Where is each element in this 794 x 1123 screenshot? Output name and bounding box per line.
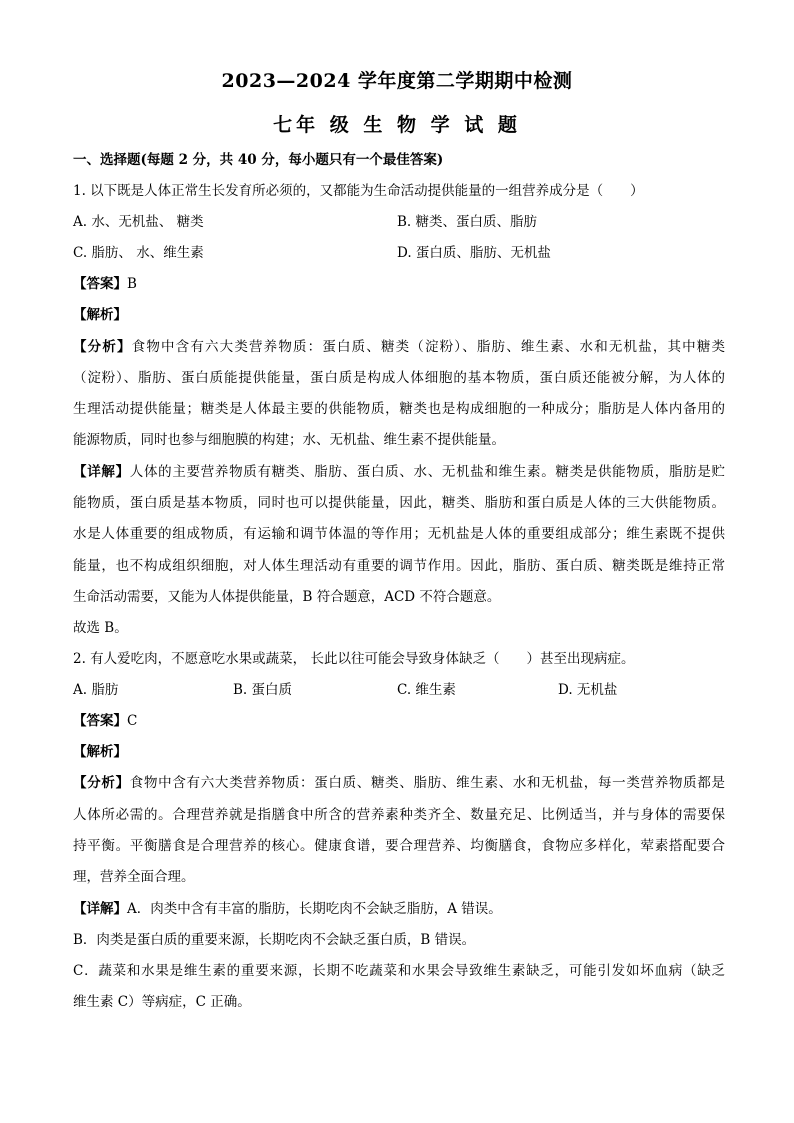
q1-answer-label: 【答案】: [73, 276, 127, 292]
q1-xiangjie-line-3: 水是人体重要的组成物质，有运输和调节体温的等作用；无机盐是人体的重要组成部分；维生素既不提供: [73, 526, 725, 542]
q1-option-b: B. 糖类、蛋白质、脂肪: [397, 214, 538, 230]
q1-conclusion: 故选 B。: [73, 620, 128, 636]
q2-answer: [73, 711, 725, 731]
q2-fenxi-label: 【分析】: [73, 775, 130, 791]
q1-option-c: C. 脂肪、 水、维生素: [73, 245, 204, 261]
q2-xiangjie-line-1: 【详解】A．肉类中含有丰富的脂肪，长期吃肉不会缺乏脂肪，A 错误。: [73, 901, 502, 917]
q2-fenxi-line-2: 人体所必需的。合理营养就是指膳食中所含的营养素种类齐全、数量充足、比例适当，并与身体的需要保: [73, 807, 725, 823]
q2-option-c: C. 维生素: [397, 682, 456, 698]
q2-answer-value: C: [127, 713, 138, 729]
q2-analysis-label: 【解析】: [73, 744, 127, 760]
q2-answer-label: 【答案】: [73, 713, 127, 729]
q2-option-b: B. 蛋白质: [233, 682, 293, 698]
q2-fenxi-line-3: 持平衡。平衡膳食是合理营养的核心。健康食谱，要合理营养、均衡膳食，食物应多样化，荤素搭配要合: [73, 838, 725, 854]
q1-option-a: A. 水、无机盐、 糖类: [73, 214, 204, 230]
q1-xiangjie-label: 【详解】: [73, 464, 130, 480]
section-heading: 一、选择题(每题 2 分，共 40 分，每小题只有一个最佳答案): [73, 152, 444, 168]
q2-option-a: A. 脂肪: [73, 682, 119, 698]
exam-title: 2023—2024 学年度第二学期期中检测: [221, 70, 573, 92]
q2-xiangjie-line-4: 维生素 C）等病症，C 正确。: [73, 994, 251, 1010]
q2-xiangjie-line-2: B．肉类是蛋白质的重要来源，长期吃肉不会缺乏蛋白质，B 错误。: [73, 932, 476, 948]
q1-fenxi-line-2: （淀粉）、脂肪、蛋白质能提供能量，蛋白质是构成人体细胞的基本物质，蛋白质还能被分解，为人体的: [73, 370, 725, 386]
q2-xiangjie-line-3: C．蔬菜和水果是维生素的重要来源，长期不吃蔬菜和水果会导致维生素缺乏，可能引发如坏血病（缺乏: [73, 963, 725, 979]
q1-option-d: D. 蛋白质、脂肪、无机盐: [397, 245, 551, 261]
exam-subtitle: 七年 级 生 物 学 试 题: [273, 114, 521, 136]
q1-fenxi-line-3: 生理活动提供能量；糖类是人体最主要的供能物质，糖类也是构成细胞的一种成分；脂肪是人体内备用的: [73, 401, 725, 417]
q1-analysis-label: 【解析】: [73, 307, 127, 323]
q1-fenxi-label: 【分析】: [73, 339, 132, 355]
q1-stem: 1. 以下既是人体正常生长发育所必须的，又都能为生命活动提供能量的一组营养成分是（ ）: [73, 183, 644, 199]
q2-fenxi-line-1: 【分析】食物中含有六大类营养物质：蛋白质、糖类、脂肪、维生素、水和无机盐，每一类营养物质都是: [73, 775, 726, 791]
q1-xiangjie-line-4: 能量，也不构成组织细胞，对人体生理活动有重要的调节作用。因此，脂肪、蛋白质、糖类既是维持正常: [73, 558, 725, 574]
q2-fenxi-line-4: 理，营养全面合理。: [73, 869, 195, 885]
q1-xiangjie-line-5: 生命活动需要，又能为人体提供能量，B 符合题意，ACD 不符合题意。: [73, 589, 501, 605]
q1-xiangjie-line-1: 【详解】人体的主要营养物质有糖类、脂肪、蛋白质、水、无机盐和维生素。糖类是供能物质，脂肪是贮: [73, 464, 726, 480]
q2-option-d: D. 无机盐: [558, 682, 618, 698]
q1-fenxi-line-4: 能源物质，同时也参与细胞膜的构建；水、无机盐、维生素不提供能量。: [73, 432, 505, 448]
q1-answer: [73, 274, 725, 294]
q2-xiangjie-label: 【详解】: [73, 901, 127, 917]
q2-stem: 2. 有人爱吃肉，不愿意吃水果或蔬菜， 长此以往可能会导致身体缺乏（ ）甚至出现病症。: [73, 651, 635, 667]
q1-fenxi-line-1: 【分析】食物中含有六大类营养物质：蛋白质、糖类（淀粉）、脂肪、维生素、水和无机盐，其中糖类: [73, 339, 726, 355]
q1-xiangjie-line-2: 能物质，蛋白质是基本物质，同时也可以提供能量，因此，糖类、脂肪和蛋白质是人体的三大供能物质。: [73, 495, 725, 511]
q1-answer-value: B: [127, 276, 137, 292]
